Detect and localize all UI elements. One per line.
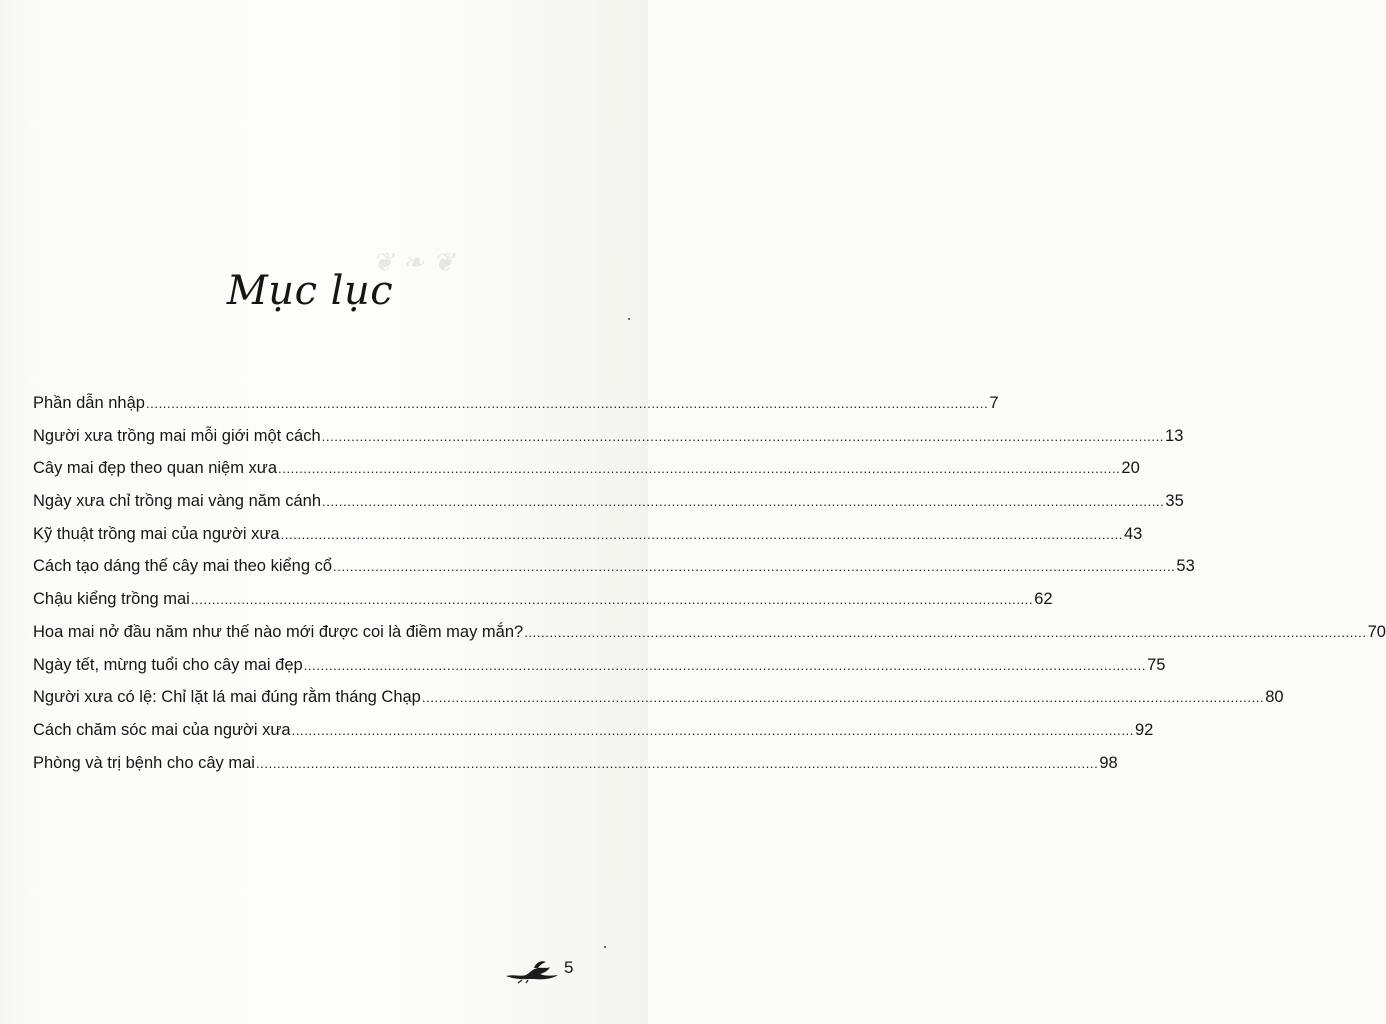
- toc-entry-title: Kỹ thuật trồng mai của người xưa: [33, 524, 280, 543]
- dot-leader: ........................................................................................................................................................................................................: [291, 722, 1134, 738]
- toc-entry: [33, 622, 1386, 656]
- toc-entry-title: Phòng và trị bệnh cho cây mai: [33, 753, 255, 772]
- dot-leader: ........................................................................................................................................................................................................: [322, 494, 1165, 510]
- toc-entry-title: Ngày xưa chỉ trồng mai vàng năm cánh: [33, 492, 322, 511]
- page-footer: [504, 952, 594, 988]
- dot-leader: ........................................................................................................................................................................................................: [524, 624, 1367, 640]
- toc-entry-page: 35: [1165, 492, 1184, 511]
- toc-entry: [33, 394, 999, 427]
- dot-leader: ........................................................................................................................................................................................................: [333, 559, 1176, 575]
- toc-entry: [33, 557, 1195, 590]
- toc-entry: [33, 655, 1166, 689]
- toc-entry-page: 7: [989, 394, 999, 412]
- toc-entry-page: 13: [1165, 426, 1184, 445]
- dot-leader: ........................................................................................................................................................................................................: [321, 428, 1165, 444]
- bird-ornament-icon: [504, 956, 564, 984]
- toc-entry: [33, 590, 1053, 623]
- toc-entry-page: 62: [1034, 590, 1053, 609]
- page-number: 5: [564, 958, 574, 977]
- toc-entry-title: Cách tạo dáng thế cây mai theo kiểng cổ: [33, 557, 333, 576]
- table-of-contents: [33, 394, 1386, 786]
- dot-leader: ........................................................................................................................................................................................................: [303, 657, 1147, 673]
- paper-speck: [604, 946, 606, 948]
- dot-leader: ........................................................................................................................................................................................................: [280, 526, 1123, 542]
- toc-entry: [33, 426, 1184, 460]
- toc-entry-title: Người xưa có lệ: Chỉ lặt lá mai đúng rằm tháng Chạp: [33, 688, 421, 707]
- toc-entry: [33, 688, 1284, 721]
- toc-entry-title: Cây mai đẹp theo quan niệm xưa: [33, 459, 278, 478]
- dot-leader: ........................................................................................................................................................................................................: [421, 690, 1265, 706]
- dot-leader: ........................................................................................................................................................................................................: [255, 755, 1099, 771]
- dot-leader: ........................................................................................................................................................................................................: [190, 592, 1034, 608]
- dot-leader: ........................................................................................................................................................................................................: [278, 461, 1121, 477]
- toc-entry-title: Ngày tết, mừng tuổi cho cây mai đẹp: [33, 655, 303, 674]
- toc-entry-page: 75: [1147, 655, 1166, 674]
- paper-speck: [628, 318, 630, 320]
- toc-entry-page: 92: [1134, 720, 1154, 739]
- toc-entry-title: Phần dẫn nhập: [33, 394, 145, 412]
- toc-entry-title: Chậu kiểng trồng mai: [33, 590, 190, 609]
- toc-entry-title: Người xưa trồng mai mỗi giới một cách: [33, 426, 321, 445]
- toc-entry: [33, 459, 1140, 492]
- toc-entry-page: 80: [1265, 688, 1284, 707]
- toc-entry: [33, 524, 1143, 558]
- toc-entry: [33, 720, 1154, 754]
- toc-entry-page: 20: [1121, 459, 1140, 478]
- toc-entry-page: 43: [1124, 524, 1143, 543]
- dot-leader: ........................................................................................................................................................................................................: [145, 396, 989, 411]
- toc-entry: [33, 492, 1184, 525]
- toc-entry-page: 70: [1367, 622, 1386, 641]
- toc-entry-title: Cách chăm sóc mai của người xưa: [33, 720, 291, 739]
- toc-entry-title: Hoa mai nở đầu năm như thế nào mới được coi là điềm may mắn?: [33, 622, 524, 641]
- bleed-through-texture: ❦ ❧ ❦: [372, 248, 456, 277]
- toc-entry-page: 53: [1176, 557, 1195, 576]
- toc-entry: [33, 753, 1118, 787]
- page-title: Mục lục: [226, 268, 394, 314]
- toc-entry-page: 98: [1099, 753, 1118, 772]
